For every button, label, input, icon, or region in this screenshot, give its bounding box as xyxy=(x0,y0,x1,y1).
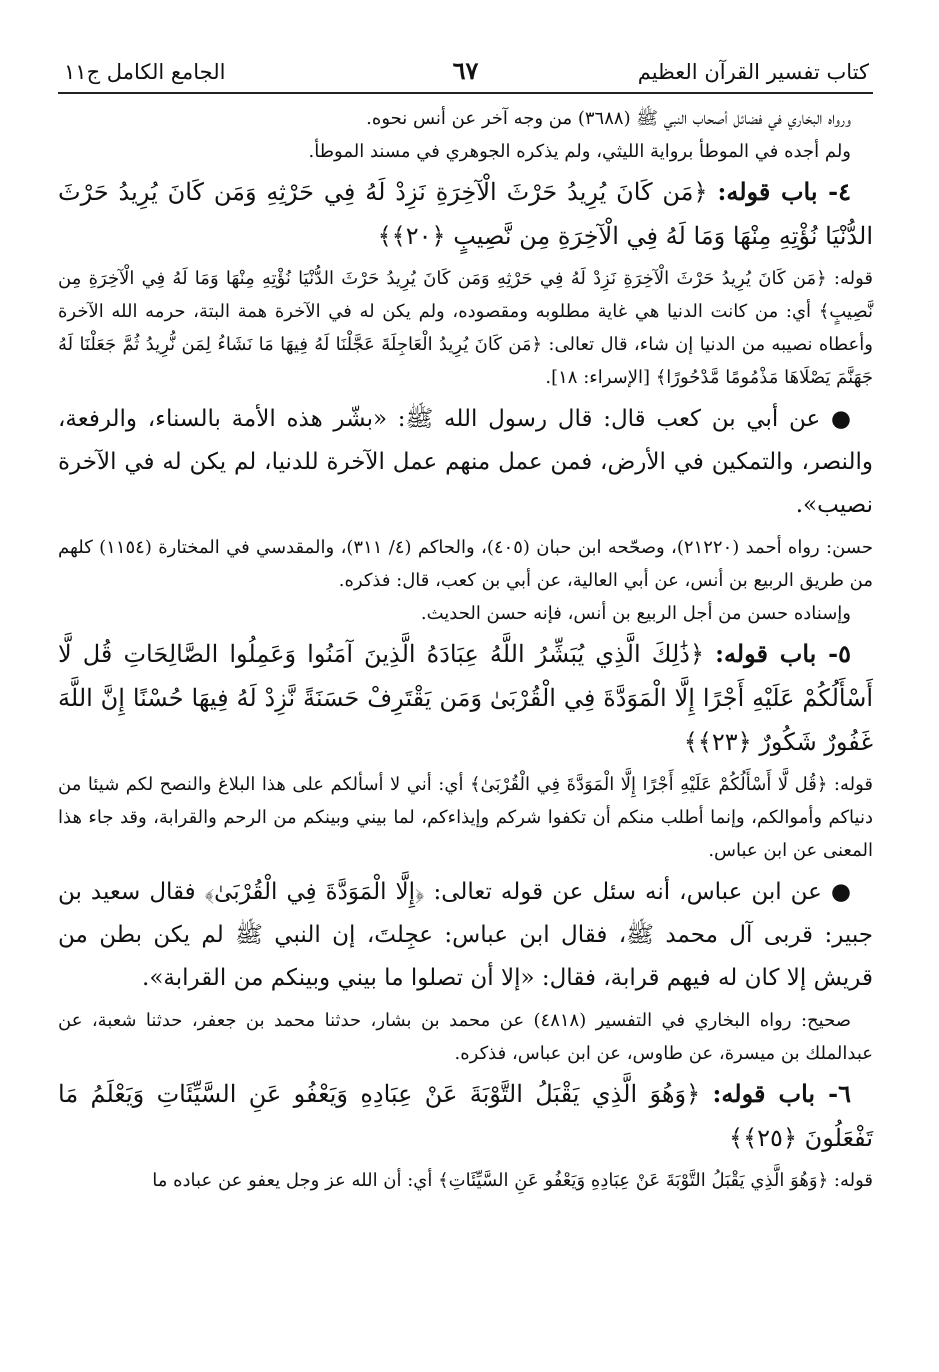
page-number: ٦٧ xyxy=(452,56,479,85)
hadith-paragraph: ● عن أبي بن كعب قال: قال رسول الله ﷺ: «بشّر هذه الأمة بالسناء، والرفعة، والنصر، والتمكين في الأرض، فمن عمل منهم عمل الآخرة للدنيا، لم يكن له في الآخرة نصيب». xyxy=(58,406,873,518)
hadith-paragraph: ● عن ابن عباس، أنه سئل عن قوله تعالى: ﴿إِلَّا الْمَوَدَّةَ فِي الْقُرْبَىٰ﴾ فقال سعيد بن جبير: قربى آل محمد ﷺ، فقال ابن عباس: عجِلتَ، إن النبي ﷺ لم يكن بطن من قريش إلا كان له فيهم قرابة، فقال: «إلا أن تصلوا ما بيني وبينكم من القرابة». xyxy=(58,879,873,991)
commentary-paragraph: قوله: ﴿قُل لَّا أَسْأَلُكُمْ عَلَيْهِ أَجْرًا إِلَّا الْمَوَدَّةَ فِي الْقُرْبَىٰ﴾ أي: أني لا أسألكم على هذا البلاغ والنصح لكم شيئا من دنياكم وأموالكم، وإنما أطلب منكم أن تكفوا شركم وإيذاءكم، لما بيني وبينكم من الرحم والقرابة، وقد جاء هذا المعنى عن ابن عباس. xyxy=(58,774,873,861)
chapter-label: ٤- باب قوله: xyxy=(717,177,851,206)
quran-verse: ﴿ذَٰلِكَ الَّذِي يُبَشِّرُ اللَّهُ عِبَادَهُ الَّذِينَ آمَنُوا وَعَمِلُوا الصَّالِحَاتِ قُل لَّا أَسْأَلُكُمْ عَلَيْهِ أَجْرًا إِلَّا الْمَوَدَّةَ فِي الْقُرْبَىٰ وَمَن يَقْتَرِفْ حَسَنَةً نَّزِدْ لَهُ فِيهَا حُسْنًا إِنَّ اللَّهَ غَفُورٌ شَكُورٌ ﴿٢٣﴾﴾ xyxy=(58,640,874,756)
commentary-paragraph: قوله: ﴿وَهُوَ الَّذِي يَقْبَلُ التَّوْبَةَ عَنْ عِبَادِهِ وَيَعْفُو عَنِ السَّيِّئَاتِ﴾ أي: أن الله عز وجل يعفو عن عباده ما xyxy=(152,1170,873,1191)
commentary-paragraph: قوله: ﴿مَن كَانَ يُرِيدُ حَرْثَ الْآخِرَةِ نَزِدْ لَهُ فِي حَرْثِهِ وَمَن كَانَ يُرِيدُ حَرْثَ الدُّنْيَا نُؤْتِهِ مِنْهَا وَمَا لَهُ فِي الْآخِرَةِ مِن نَّصِيبٍ﴾ أي: من كانت الدنيا هي غاية مطلوبه ومقصوده، ولم يكن له في الآخرة همة البتة، حرمه الله الآخرة وأعطاه نصيبه من الدنيا إن شاء، قال تعالى: ﴿مَن كَانَ يُرِيدُ الْعَاجِلَةَ عَجَّلْنَا لَهُ فِيهَا مَا نَشَاءُ لِمَن نُّرِيدُ ثُمَّ جَعَلْنَا لَهُ جَهَنَّمَ يَصْلَاهَا مَذْمُومًا مَّدْحُورًا﴾ [الإسراء: ١٨]. xyxy=(58,268,873,388)
chapter-label: ٦- باب قوله: xyxy=(712,1079,852,1108)
chapter-heading-4 xyxy=(58,170,873,258)
quran-verse: ﴿مَن كَانَ يُرِيدُ حَرْثَ الْآخِرَةِ نَزِدْ لَهُ فِي حَرْثِهِ وَمَن كَانَ يُرِيدُ حَرْثَ الدُّنْيَا نُؤْتِهِ مِنْهَا وَمَا لَهُ فِي الْآخِرَةِ مِن نَّصِيبٍ ﴿٢٠﴾﴾ xyxy=(58,178,873,250)
book-title: كتاب تفسير القرآن العظيم xyxy=(637,60,869,84)
chapter-heading-6 xyxy=(58,1072,873,1160)
volume-label: الجامع الكامل ج١١ xyxy=(64,60,226,84)
grading-paragraph: صحيح: رواه البخاري في التفسير (٤٨١٨) عن محمد بن بشار، حدثنا محمد بن جعفر، حدثنا شعبة، عن عبدالملك بن ميسرة، عن طاوس، عن ابن عباس، فذكره. xyxy=(58,1010,873,1064)
page-content xyxy=(58,102,873,1197)
page-header xyxy=(58,52,873,94)
chapter-label: ٥- باب قوله: xyxy=(715,639,851,668)
note-paragraph: وإسناده حسن من أجل الربيع بن أنس، فإنه حسن الحديث. xyxy=(420,603,851,624)
note-paragraph: ورواه البخاري في فضائل أصحاب النبي ﷺ (٣٦٨٨) من وجه آخر عن أنس نحوه. xyxy=(366,108,851,129)
note-paragraph: ولم أجده في الموطأ برواية الليثي، ولم يذكره الجوهري في مسند الموطأ. xyxy=(308,141,851,162)
grading-paragraph: حسن: رواه أحمد (٢١٢٢٠)، وصحّحه ابن حبان (٤٠٥)، والحاكم (٤/ ٣١١)، والمقدسي في المختارة (١١٥٤) كلهم من طريق الربيع بن أنس، عن أبي العالية، عن أبي بن كعب، قال: فذكره. xyxy=(58,537,873,591)
chapter-heading-5 xyxy=(58,632,873,764)
quran-verse: ﴿وَهُوَ الَّذِي يَقْبَلُ التَّوْبَةَ عَنْ عِبَادِهِ وَيَعْفُو عَنِ السَّيِّئَاتِ وَيَعْلَمُ مَا تَفْعَلُونَ ﴿٢٥﴾﴾ xyxy=(58,1080,873,1152)
